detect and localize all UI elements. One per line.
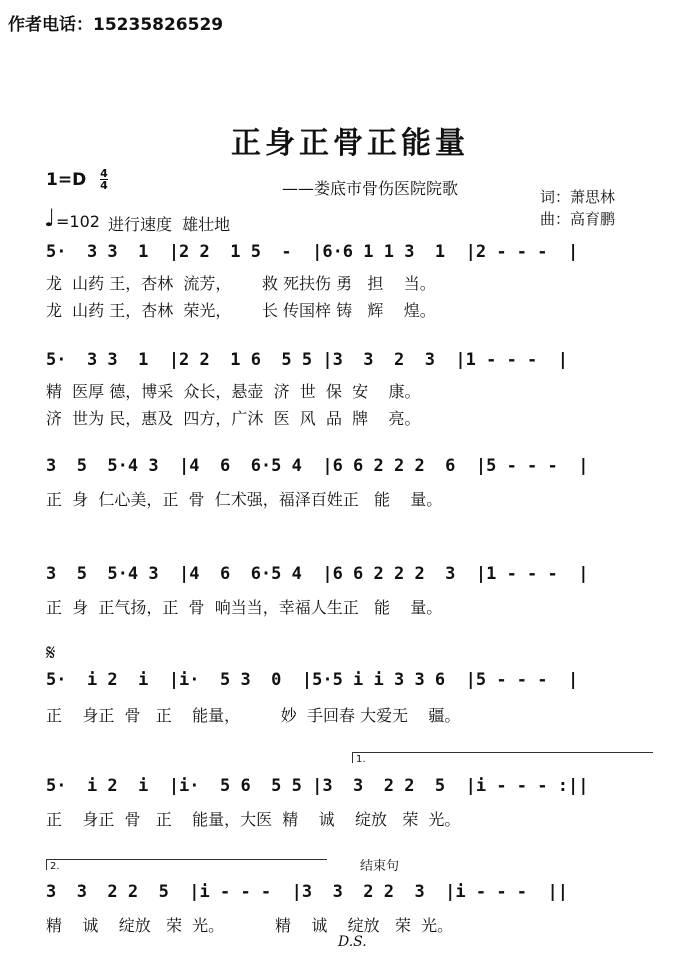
dal-segno-mark: D.S. (338, 934, 367, 950)
lyric-line-2a: 精 医厚 德，博采 众长，悬壶 济 世 保 安 康。 (46, 382, 421, 401)
lyric-line-4: 正 身 正气扬，正 骨 响当当，幸福人生正 能 量。 (46, 598, 443, 617)
lyric-line-5: 正 身正 骨 正 能量， 妙 手回春 大爱无 疆。 (46, 706, 461, 725)
volta-2-bracket (46, 859, 327, 870)
key-signature: 1=D (46, 170, 87, 190)
volta-1-label: 1. (356, 754, 366, 765)
tempo-bpm: =102 (56, 212, 100, 231)
song-title: 正身正骨正能量 (231, 126, 469, 161)
volta-1-bracket (352, 752, 653, 763)
lyricist-credit: 词：萧思林 (540, 188, 616, 206)
notation-line-2: 5· 3 3 1 |2 2 1 6 5 5 |3 3 2 3 |1 - - - | (46, 350, 568, 370)
ending-label: 结束句 (360, 859, 400, 874)
notation-line-3: 3 5 5·4 3 |4 6 6·5 4 |6 6 2 2 2 6 |5 - - - | (46, 456, 589, 476)
notation-line-6: 5· i 2 i |i· 5 6 5 5 |3 3 2 2 5 |i - - - :|| (46, 776, 589, 796)
lyric-line-3: 正 身 仁心美，正 骨 仁术强，福泽百姓正 能 量。 (46, 490, 443, 509)
time-signature (100, 168, 108, 191)
lyric-line-2b: 济 世为 民，惠及 四方，广沐 医 风 品 牌 亮。 (46, 409, 421, 428)
time-signature-bottom: 4 (100, 179, 108, 192)
notation-line-1: 5· 3 3 1 |2 2 1 5 - |6·6 1 1 3 1 |2 - - - | (46, 242, 579, 262)
lyric-line-7: 精 诚 绽放 荣 光。 精 诚 绽放 荣 光。 (46, 916, 454, 935)
time-signature-top: 4 (100, 167, 108, 180)
segno-icon: 𝄋 (46, 641, 56, 666)
lyric-line-1b: 龙 山药 王，杏林 荣光， 长 传国梓 铸 辉 煌。 (46, 301, 436, 320)
tempo-text: 进行速度 雄壮地 (108, 215, 231, 234)
contact-phone: 作者电话：15235826529 (8, 15, 224, 35)
notation-line-4: 3 5 5·4 3 |4 6 6·5 4 |6 6 2 2 2 3 |1 - - - | (46, 564, 589, 584)
volta-2-label: 2. (50, 861, 60, 872)
notation-line-5: 5· i 2 i |i· 5 3 0 |5·5 i i 3 3 6 |5 - - - | (46, 670, 579, 690)
composer-credit: 曲：高育鹏 (540, 210, 616, 228)
lyric-line-6: 正 身正 骨 正 能量，大医 精 诚 绽放 荣 光。 (46, 810, 461, 829)
lyric-line-1a: 龙 山药 王，杏林 流芳， 救 死扶伤 勇 担 当。 (46, 274, 436, 293)
notation-line-7: 3 3 2 2 5 |i - - - |3 3 2 2 3 |i - - - || (46, 882, 568, 902)
song-subtitle: ——娄底市骨伤医院院歌 (282, 179, 459, 198)
quarter-note-icon: ♩ (44, 204, 56, 232)
